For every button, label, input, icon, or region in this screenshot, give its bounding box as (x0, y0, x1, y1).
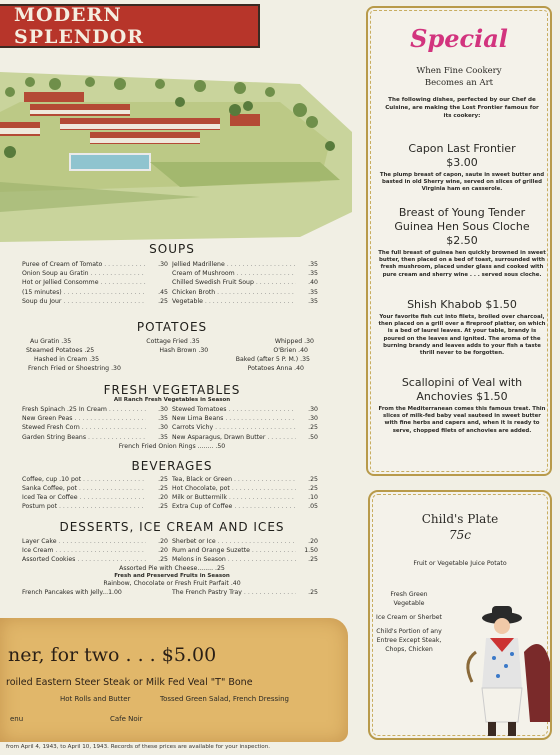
item-price: .25 (158, 297, 168, 305)
item-price: .35 (308, 261, 318, 268)
menu-item (22, 269, 172, 278)
item-name: Chilled Swedish Fruit Soup . . . (172, 278, 296, 287)
potato-item: Whipped .30 (274, 338, 314, 346)
item-name: Assorted Cookies . . . (22, 555, 146, 564)
item-name: Coffee, cup .10 pot . . . (22, 475, 146, 484)
dinner-menu: enu (10, 715, 24, 723)
menu-row (22, 502, 322, 511)
menu-item (172, 433, 322, 442)
dinner-cafe-noir: Cafe Noir (110, 715, 143, 723)
dish-description: From the Mediterranean comes this famous treat. Thin slices of milk-fed baby veal sauteed in sweet butter with fine herbs and capers and, when it is ready to serve, chopped filets of anchovies are added. (378, 406, 546, 434)
menu-item (172, 405, 322, 414)
potato-item: Potatoes Anna .40 (247, 365, 304, 373)
item-name: Sherbet or Ice . . . (172, 537, 296, 546)
item-name: Cream of Mushroom . . . (172, 269, 296, 278)
potatoes-list (22, 337, 322, 373)
item-name: Hot Chocolate, pot . . . (172, 484, 296, 493)
pastry-price: .25 (308, 589, 318, 597)
item-price: .20 (158, 494, 168, 502)
onion-rings-line: French Fried Onion Rings ........ .50 (118, 442, 226, 450)
dish-scallopini (378, 376, 546, 435)
pancakes-item: French Pancakes with Jelly...1.00 (22, 589, 122, 597)
dinner-for-two (0, 618, 348, 742)
menu-item (172, 288, 322, 297)
child-item: Child's Portion of any Entree Except Steak, Chops, Chicken (376, 628, 442, 653)
vegetables-heading: FRESH VEGETABLES (103, 383, 241, 398)
item-price: .25 (158, 485, 168, 493)
item-name: Carrots Vichy . . . (172, 423, 296, 432)
menu-row (22, 288, 322, 297)
item-name: Jellied Madrillene . . . (172, 260, 296, 269)
dish-description: The full breast of guinea hen quickly browned in sweet butter, then placed on a bed of toast, surrounded with fresh mushroom, placed under glass and cooked with pure cream and sherry wine . . . served sous cloche. (378, 250, 546, 278)
menu-item (22, 423, 172, 432)
item-price: .30 (308, 415, 318, 423)
special-description: The following dishes, perfected by our Chef de Cuisine, are making the Lost Frontier famous for its cookery: (385, 97, 539, 119)
dish-description: Your favorite fish cut into filets, broiled over charcoal, then placed on a grill over a fireproof platter, on which is a bed of laurel leaves. At your table, brandy is poured on the leaves and ignited. The aroma of the burning brandy and leaves adds to your fish a taste thrill never to be forgotten. (378, 314, 546, 357)
menu-item (172, 260, 322, 269)
menu-row (22, 537, 322, 546)
pie-line: Assorted Pie with Cheese........ .25 (119, 565, 225, 573)
beverages-heading: BEVERAGES (131, 458, 213, 473)
item-price: .20 (308, 537, 318, 545)
menu-row (22, 433, 322, 442)
item-price: .35 (308, 297, 318, 305)
item-price: .50 (308, 433, 318, 441)
item-price: .45 (158, 288, 168, 296)
menu-item (22, 414, 172, 423)
special-intro (368, 65, 550, 89)
desserts-heading: DESSERTS, ICE CREAM AND ICES (59, 519, 285, 534)
special-title: Special (410, 24, 508, 53)
menu-item (22, 260, 172, 269)
item-name: Stewed Tomatoes . . . (172, 405, 296, 414)
item-price: .25 (158, 503, 168, 511)
dinner-rolls: Hot Rolls and Butter (60, 695, 131, 703)
menu-item (22, 493, 172, 502)
menu-item (172, 537, 322, 546)
item-name: Garden String Beans . . . (22, 433, 146, 442)
item-name: Melons in Season . . . (172, 555, 296, 564)
item-name: (15 minutes) . . . (22, 288, 146, 297)
vegetables-list (22, 405, 322, 442)
potato-item: Hash Brown .30 (159, 347, 209, 355)
menu-item (172, 297, 322, 306)
dish-name: Scallopini of Veal with Anchovies $1.50 (401, 376, 523, 403)
potato-item: Baked (after 5 P. M.) .35 (235, 356, 310, 364)
item-name: New Lima Beans . . . (172, 414, 296, 423)
menu-row (22, 278, 322, 287)
item-name: Fresh Spinach .25 In Cream . . . (22, 405, 146, 414)
dish-name: Shish Khabob $1.50 (407, 298, 517, 311)
dessert-last-row (22, 588, 322, 597)
menu-item (172, 475, 322, 484)
childs-plate-box (368, 490, 552, 740)
menu-item (22, 555, 172, 564)
banner-title: MODERN SPLENDOR (14, 4, 145, 48)
dish-description: The plump breast of capon, saute in sweet butter and basted in old Sherry wine, served on slices of grilled Virginia ham en casserole. (379, 172, 545, 193)
item-name: Tea, Black or Green . . . (172, 475, 296, 484)
item-name: Stewed Fresh Corn . . . (22, 423, 146, 432)
dinner-salad: Tossed Green Salad, French Dressing (160, 695, 289, 703)
menu-item (22, 288, 172, 297)
dish-capon (378, 142, 546, 194)
menu-row (22, 555, 322, 564)
beverages-list (22, 475, 322, 512)
childs-plate-intro: Fruit or Vegetable Juice Potato (413, 560, 507, 567)
dish-name: Capon Last Frontier (408, 142, 516, 155)
child-item: Fresh Green Vegetable (390, 591, 428, 607)
item-name: New Asparagus, Drawn Butter . . . (172, 433, 296, 442)
potato-item: Hashed in Cream .35 (34, 356, 100, 364)
menu-item (172, 278, 322, 287)
item-price: .20 (158, 546, 168, 554)
childs-plate-price: 75c (449, 528, 471, 542)
menu-item (22, 475, 172, 484)
soups-list (22, 260, 322, 306)
item-price: .20 (158, 537, 168, 545)
menu-item (172, 502, 322, 511)
item-price: .10 (308, 494, 318, 502)
parfait-line: Rainbow, Chocolate or Fresh Fruit Parfait .40 (103, 580, 241, 588)
item-price (146, 278, 172, 287)
item-name: New Green Peas . . . (22, 414, 146, 423)
item-price: .05 (308, 503, 318, 511)
item-price: 1.50 (304, 546, 318, 554)
menu-item (22, 278, 172, 287)
menu-item (22, 297, 172, 306)
menu-item (172, 423, 322, 432)
childs-plate-list (376, 590, 442, 659)
item-name: Ice Cream . . . (22, 546, 146, 555)
fruits-subtitle: Fresh and Preserved Fruits in Season (114, 573, 230, 580)
menu-row (22, 475, 322, 484)
item-price: .30 (158, 424, 168, 432)
special-intro-line: Becomes an Art (424, 78, 494, 88)
dish-shish-khabob (378, 298, 546, 357)
resort-illustration (0, 62, 352, 242)
item-price: .35 (308, 288, 318, 296)
pastry-item: The French Pastry Tray . . . (172, 588, 296, 597)
special-box (366, 6, 552, 476)
item-price: .30 (158, 261, 168, 268)
potato-item: O'Brien .40 (273, 347, 308, 355)
item-price: .25 (158, 556, 168, 564)
item-name: Vegetable . . . (172, 297, 296, 306)
menu-item (22, 502, 172, 511)
item-name: Rum and Orange Suzette . . . (172, 546, 296, 555)
menu-item (172, 555, 322, 564)
menu-item (172, 546, 322, 555)
item-price (146, 269, 172, 278)
menu-item (172, 493, 322, 502)
item-price: .30 (158, 406, 168, 414)
menu-row (22, 405, 322, 414)
dish-name: Breast of Young Tender Guinea Hen Sous Cloche $2.50 (394, 206, 530, 247)
item-name: Sanka Coffee, pot . . . (22, 484, 146, 493)
item-price: .35 (158, 433, 168, 441)
desserts-list (22, 537, 322, 565)
dinner-entree: roiled Eastern Steer Steak or Milk Fed Veal "T" Bone (6, 677, 253, 688)
menu-item (22, 537, 172, 546)
menu-item (22, 546, 172, 555)
childs-plate-title: Child's Plate (421, 512, 499, 526)
item-name: Milk or Buttermilk . . . (172, 493, 296, 502)
menu-item (22, 433, 172, 442)
menu-row (22, 269, 322, 278)
menu-row (22, 414, 322, 423)
item-name: Hot or Jellied Consomme . . . (22, 278, 146, 287)
item-name: Puree of Cream of Tomato . . . (22, 260, 146, 269)
menu-row (22, 260, 322, 269)
item-name: Onion Soup au Gratin . . . (22, 269, 146, 278)
potato-item: Steamed Potatoes .25 (26, 347, 95, 355)
cowboy-illustration (442, 592, 552, 740)
item-price: .35 (308, 270, 318, 278)
item-name: Extra Cup of Coffee . . . (172, 502, 296, 511)
potatoes-heading: POTATOES (136, 320, 208, 335)
menu-item (172, 269, 322, 278)
dinner-title: ner, for two . . . $5.00 (8, 644, 217, 666)
price-footnote: from April 4, 1943, to April 10, 1943. Records of these prices are available for your inspection. (6, 744, 271, 750)
child-item: Ice Cream or Sherbet (376, 614, 442, 621)
menu-row (22, 484, 322, 493)
item-price: .25 (158, 475, 168, 483)
item-name: Layer Cake . . . (22, 537, 146, 546)
item-name: Postum pot . . . (22, 502, 146, 511)
item-name: Soup du Jour . . . (22, 297, 146, 306)
menu-row (22, 423, 322, 432)
menu-row (22, 493, 322, 502)
menu-item (22, 405, 172, 414)
menu-row (22, 297, 322, 306)
potato-item: French Fried or Shoestring .30 (28, 365, 121, 373)
soups-heading: SOUPS (149, 242, 195, 256)
banner (0, 4, 260, 48)
item-price: .25 (308, 556, 318, 564)
vegetables-subtitle: All Ranch Fresh Vegetables in Season (113, 397, 231, 404)
item-price: .40 (308, 279, 318, 287)
item-price: .25 (308, 475, 318, 483)
menu-left-column (22, 242, 322, 597)
menu-row (22, 546, 322, 555)
potato-item: Cottage Fried .35 (146, 338, 200, 346)
item-price: .35 (158, 415, 168, 423)
menu-item (172, 484, 322, 493)
dish-guinea-hen (378, 206, 546, 279)
item-name: Iced Tea or Coffee . . . (22, 493, 146, 502)
menu-item (172, 414, 322, 423)
potato-item: Au Gratin .35 (30, 338, 72, 346)
menu-item (22, 484, 172, 493)
item-price: .25 (308, 485, 318, 493)
dish-price: $3.00 (446, 156, 478, 169)
item-price: .25 (308, 424, 318, 432)
item-name: Chicken Broth . . . (172, 288, 296, 297)
special-intro-line: When Fine Cookery (416, 66, 502, 76)
item-price: .30 (308, 406, 318, 414)
